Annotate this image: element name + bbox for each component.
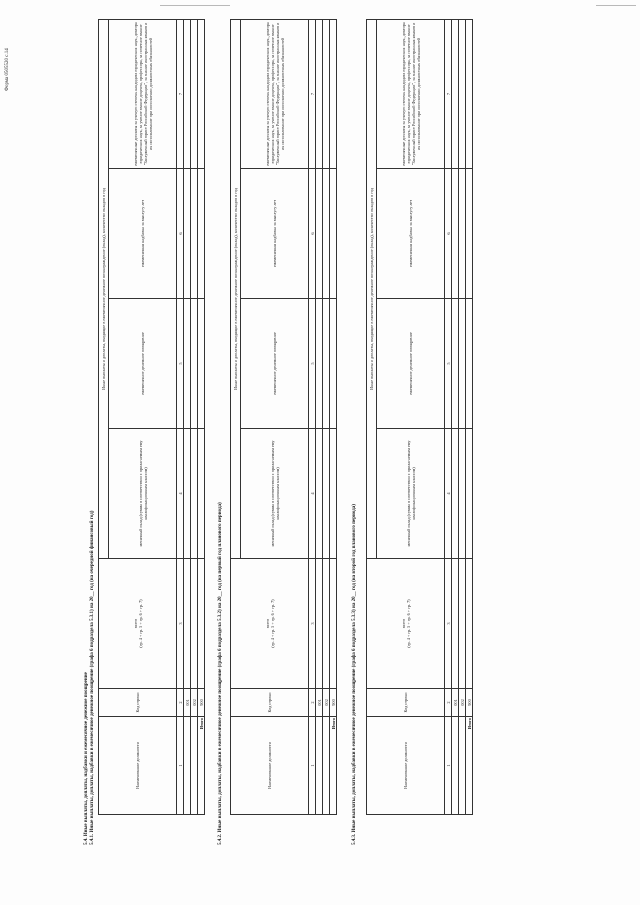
row-code: 002 xyxy=(459,689,466,717)
col-number: 1 xyxy=(177,717,184,815)
table-5-4-1 xyxy=(98,19,205,815)
total-row xyxy=(330,19,337,814)
cell-value[interactable] xyxy=(459,429,466,559)
col-number: 6 xyxy=(309,169,316,299)
row-code: 002 xyxy=(191,689,198,717)
col-number: 7 xyxy=(177,19,184,168)
heading-line-2: 5.4.1. Иные выплаты, доплаты, надбавки в ежемесячное денежное поощрение (графа 6 подраздела 5.3.1) на 20__ год (на очередной финансовый год) xyxy=(90,510,95,845)
cell-value[interactable] xyxy=(198,169,205,299)
cell-value[interactable] xyxy=(330,19,337,168)
total-code: 900 xyxy=(198,689,205,717)
col-number: 4 xyxy=(309,429,316,559)
cell-value[interactable] xyxy=(191,299,198,429)
cell-value[interactable] xyxy=(459,559,466,689)
cell-value[interactable] xyxy=(466,19,473,168)
col-number: 6 xyxy=(445,169,452,299)
cell-value[interactable] xyxy=(198,559,205,689)
header-col-4: месячный оклад (сумма в соответствии с прилагаемым ему квалификационным классом) xyxy=(109,429,177,559)
cell-value[interactable] xyxy=(330,559,337,689)
cell-value[interactable] xyxy=(316,299,323,429)
cell-value[interactable] xyxy=(323,299,330,429)
header-total xyxy=(231,559,309,689)
row-code: 002 xyxy=(323,689,330,717)
table-row xyxy=(184,19,191,814)
col-number: 5 xyxy=(309,299,316,429)
cell-position[interactable] xyxy=(191,717,198,815)
col-number: 3 xyxy=(309,559,316,689)
header-col-6: ежемесячная надбавка за выслугу лет xyxy=(241,169,309,299)
header-total-label: всего xyxy=(132,618,138,629)
cell-value[interactable] xyxy=(316,169,323,299)
form-code: Форма 0505520 с.14 xyxy=(5,48,10,91)
cell-value[interactable] xyxy=(191,19,198,168)
cell-value[interactable] xyxy=(323,429,330,559)
header-total xyxy=(367,559,445,689)
cell-position[interactable] xyxy=(323,717,330,815)
table-row xyxy=(459,19,466,814)
cell-value[interactable] xyxy=(184,19,191,168)
row-code: 001 xyxy=(452,689,459,717)
cell-value[interactable] xyxy=(459,169,466,299)
col-number: 7 xyxy=(445,19,452,168)
header-total-formula: (гр. 4 + гр. 5 + гр. 6 + гр. 7) xyxy=(405,599,411,648)
header-col-5: ежемесячное денежное поощрение xyxy=(241,299,309,429)
cell-value[interactable] xyxy=(191,559,198,689)
cell-value[interactable] xyxy=(316,559,323,689)
cell-value[interactable] xyxy=(452,559,459,689)
header-position: Наименование должности xyxy=(231,717,309,815)
col-number: 3 xyxy=(177,559,184,689)
cell-value[interactable] xyxy=(452,169,459,299)
cell-value[interactable] xyxy=(184,169,191,299)
header-position: Наименование должности xyxy=(99,717,177,815)
header-col-6: ежемесячная надбавка за выслугу лет xyxy=(377,169,445,299)
header-col-5: ежемесячное денежное поощрение xyxy=(377,299,445,429)
header-col-4: месячный оклад (сумма в соответствии с прилагаемым ему квалификационным классом) xyxy=(241,429,309,559)
cell-value[interactable] xyxy=(452,429,459,559)
cell-value[interactable] xyxy=(323,19,330,168)
cell-position[interactable] xyxy=(184,717,191,815)
header-code: Код строки xyxy=(99,689,177,717)
cell-value[interactable] xyxy=(330,169,337,299)
cell-value[interactable] xyxy=(452,299,459,429)
cell-value[interactable] xyxy=(184,299,191,429)
cell-value[interactable] xyxy=(323,559,330,689)
total-row xyxy=(466,19,473,814)
col-number: 5 xyxy=(177,299,184,429)
cell-value[interactable] xyxy=(191,169,198,299)
header-col-6: ежемесячная надбавка за выслугу лет xyxy=(109,169,177,299)
cell-value[interactable] xyxy=(198,299,205,429)
section-title-5-4-3: 5.4.3. Иные выплаты, доплаты, надбавки в ежемесячное денежное поощрение (графа 6 подраздела 5.3.3) на 20__ год (на второй год планового периода) xyxy=(352,504,357,845)
cell-value[interactable] xyxy=(184,559,191,689)
header-total-formula: (гр. 4 + гр. 5 + гр. 6 + гр. 7) xyxy=(137,599,143,648)
table-row xyxy=(323,19,330,814)
col-number: 4 xyxy=(445,429,452,559)
header-group: Иные выплаты и доплаты, входящие в ежемесячное денежное вознаграждение (оклад), количество окладов в год xyxy=(231,19,241,558)
total-code: 900 xyxy=(330,689,337,717)
header-col-5: ежемесячное денежное поощрение xyxy=(109,299,177,429)
total-label: Итого xyxy=(466,717,473,815)
cell-value[interactable] xyxy=(466,559,473,689)
header-total-formula: (гр. 4 + гр. 5 + гр. 6 + гр. 7) xyxy=(269,599,275,648)
cell-value[interactable] xyxy=(198,429,205,559)
header-total-label: всего xyxy=(400,618,406,629)
cell-value[interactable] xyxy=(198,19,205,168)
cell-value[interactable] xyxy=(316,19,323,168)
cell-position[interactable] xyxy=(316,717,323,815)
header-total-label: всего xyxy=(264,618,270,629)
col-number: 1 xyxy=(445,717,452,815)
cell-value[interactable] xyxy=(466,429,473,559)
col-number: 6 xyxy=(177,169,184,299)
cell-value[interactable] xyxy=(466,169,473,299)
row-code: 001 xyxy=(316,689,323,717)
table-5-4-2 xyxy=(230,19,337,815)
col-number: 2 xyxy=(445,689,452,717)
cell-position[interactable] xyxy=(452,717,459,815)
total-label: Итого xyxy=(198,717,205,815)
cell-value[interactable] xyxy=(330,299,337,429)
total-code: 900 xyxy=(466,689,473,717)
col-number: 4 xyxy=(177,429,184,559)
total-label: Итого xyxy=(330,717,337,815)
header-col-7: ежемесячные доплаты за ученую степень кандидата юридических наук, доктора юридических наук, за ученое звание доцента, профессора, за почетное звание "Заслуженный юрист Российской Федерации", за знание иностранных языков и их использование при исполнении должностных обязанностей xyxy=(241,19,309,168)
cell-value[interactable] xyxy=(323,169,330,299)
cell-value[interactable] xyxy=(191,429,198,559)
row-code: 001 xyxy=(184,689,191,717)
header-col-4: месячный оклад (сумма в соответствии с прилагаемым ему квалификационным классом) xyxy=(377,429,445,559)
header-code: Код строки xyxy=(367,689,445,717)
cell-value[interactable] xyxy=(184,429,191,559)
col-number: 1 xyxy=(309,717,316,815)
header-code: Код строки xyxy=(231,689,309,717)
cell-value[interactable] xyxy=(459,299,466,429)
heading-line-1: 5.4. Иные выплаты, доплаты, надбавки и ежемесячное денежное поощрение xyxy=(84,672,89,845)
total-row xyxy=(198,19,205,814)
col-number: 5 xyxy=(445,299,452,429)
cell-value[interactable] xyxy=(459,19,466,168)
col-number: 2 xyxy=(309,689,316,717)
header-group: Иные выплаты и доплаты, входящие в ежемесячное денежное вознаграждение (оклад), количество окладов в год xyxy=(367,19,377,558)
header-position: Наименование должности xyxy=(367,717,445,815)
header-group: Иные выплаты и доплаты, входящие в ежемесячное денежное вознаграждение (оклад), количество окладов в год xyxy=(99,19,109,558)
table-row xyxy=(316,19,323,814)
col-number: 3 xyxy=(445,559,452,689)
header-total xyxy=(99,559,177,689)
col-number: 7 xyxy=(309,19,316,168)
header-col-7: ежемесячные доплаты за ученую степень кандидата юридических наук, доктора юридических наук, за ученое звание доцента, профессора, за почетное звание "Заслуженный юрист Российской Федерации", за знание иностранных языков и их использование при исполнении должностных обязанностей xyxy=(377,19,445,168)
cell-position[interactable] xyxy=(459,717,466,815)
header-col-7: ежемесячные доплаты за ученую степень кандидата юридических наук, доктора юридических наук, за ученое звание доцента, профессора, за почетное звание "Заслуженный юрист Российской Федерации", за знание иностранных языков и их использование при исполнении должностных обязанностей xyxy=(109,19,177,168)
section-heading xyxy=(84,511,96,845)
table-row xyxy=(452,19,459,814)
col-number: 2 xyxy=(177,689,184,717)
section-title-5-4-2: 5.4.2. Иные выплаты, доплаты, надбавки в ежемесячное денежное поощрение (графа 6 подраздела 5.3.2) на 20__ год (на первый год планового периода) xyxy=(218,502,223,845)
cell-value[interactable] xyxy=(452,19,459,168)
cell-value[interactable] xyxy=(330,429,337,559)
cell-value[interactable] xyxy=(316,429,323,559)
cell-value[interactable] xyxy=(466,299,473,429)
table-5-4-3 xyxy=(366,19,473,815)
table-row xyxy=(191,19,198,814)
